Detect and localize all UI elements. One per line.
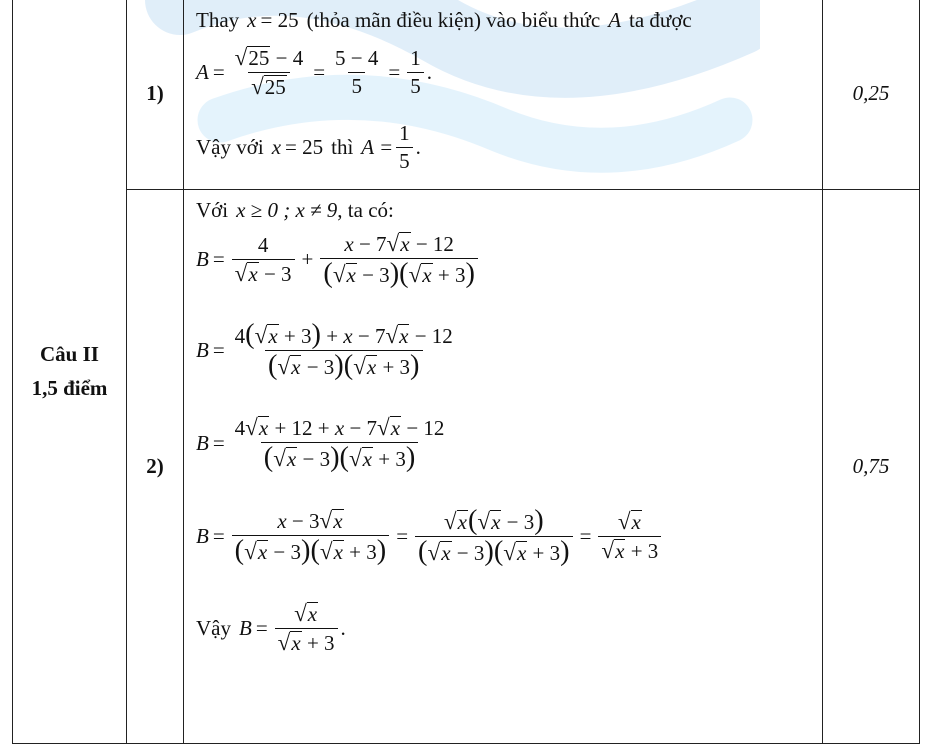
equation-B-1: B = 4 √ x − 3 + x − 7 √ x − 12 ( √ x − 3)( √ x + 3) bbox=[196, 232, 481, 287]
answer-table bbox=[12, 0, 920, 744]
part-number: 1) bbox=[127, 0, 184, 190]
table-row bbox=[13, 0, 920, 190]
condition-line: Với x ≥ 0 ; x ≠ 9 , ta có: bbox=[196, 198, 394, 222]
equation-A: A = √ 25 − 4 √ 25 = $\frac{5 - 4}{5}$ = $\frac{1}{5}$ . bbox=[196, 44, 432, 100]
score-cell: 0,75 bbox=[823, 190, 920, 744]
section-label: Câu II bbox=[40, 341, 99, 366]
part-number: 2) bbox=[127, 190, 184, 744]
section-cell bbox=[13, 0, 127, 744]
solution-cell bbox=[184, 190, 823, 744]
conclusion-line-2: Vậy B = √ x √ x + 3 . bbox=[196, 600, 346, 656]
score-cell: 0,25 bbox=[823, 0, 920, 190]
substitution-line: Thay x = 25 (thỏa mãn điều kiện) vào biểu thức A ta được bbox=[196, 8, 692, 32]
equation-B-2: B = 4( √ x + 3) + x − 7 √ x − 12 ( √ x − 3)( √ x + 3) bbox=[196, 319, 453, 382]
solution-cell bbox=[184, 0, 823, 190]
table-row bbox=[13, 190, 920, 744]
section-points: 1,5 điểm bbox=[31, 375, 108, 400]
equation-B-3: B = 4 √ x + 12 + x − 7 √ x − 12 ( √ x − 3)( √ x + 3) bbox=[196, 414, 445, 474]
equation-B-4: B = x − 3 √ x ( √ x − 3)( √ x + 3) = √ x ( √ x − 3) ( √ x − 3)( √ x + 3) = √ x √ x + 3 bbox=[196, 508, 664, 565]
conclusion-line-1: Vậy với x = 25 thì A = $\frac{1}{5}$ . bbox=[196, 121, 421, 174]
